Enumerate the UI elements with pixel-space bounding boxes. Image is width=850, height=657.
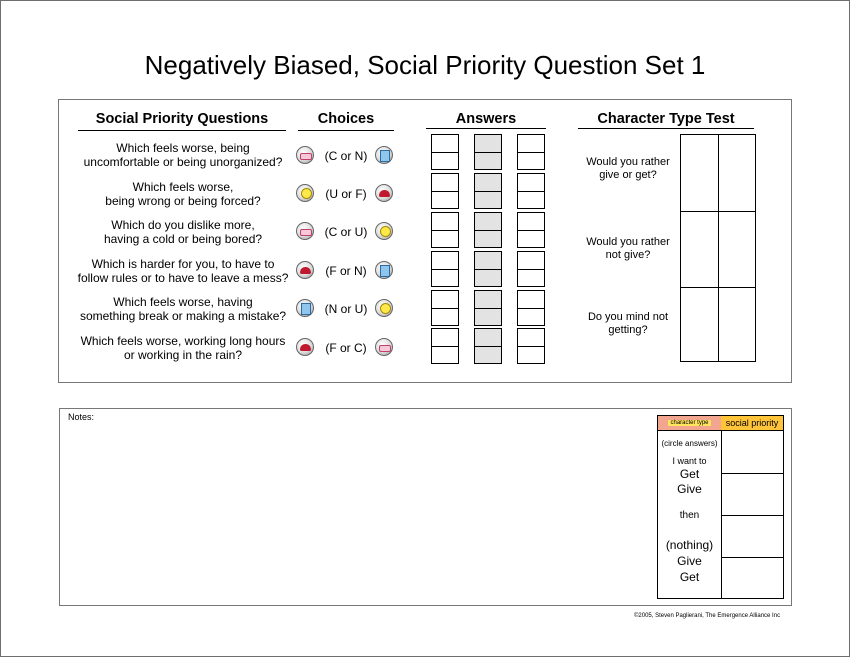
blue-card-icon xyxy=(296,299,314,317)
answer-box[interactable] xyxy=(517,134,545,170)
circle-answers-label: (circle answers) xyxy=(661,439,718,448)
answer-box[interactable] xyxy=(431,251,459,287)
choice-2 xyxy=(296,183,396,205)
choice-1 xyxy=(296,145,396,167)
blue-card-icon xyxy=(375,261,393,279)
social-priority-header: social priority xyxy=(721,416,783,431)
option-give[interactable]: Give xyxy=(677,482,702,496)
answer-box[interactable] xyxy=(474,173,502,209)
answer-box[interactable] xyxy=(517,173,545,209)
question-2: Which feels worse, being wrong or being forced? xyxy=(105,180,261,208)
answer-box[interactable] xyxy=(517,290,545,326)
heart-icon xyxy=(375,184,393,202)
answer-box[interactable] xyxy=(474,328,502,364)
heart-icon xyxy=(296,261,314,279)
i-want-to-label: I want to xyxy=(672,456,707,466)
answer-box[interactable] xyxy=(431,134,459,170)
choice-label: (U or F) xyxy=(325,187,367,201)
question-1: Which feels worse, being uncomfortable or being unorganized? xyxy=(83,141,283,169)
answer-box[interactable] xyxy=(517,251,545,287)
option-get-2[interactable]: Get xyxy=(679,570,700,584)
answer-box[interactable] xyxy=(431,212,459,248)
then-label: then xyxy=(679,510,700,521)
choice-label: (F or C) xyxy=(325,341,367,355)
option-give-2[interactable]: Give xyxy=(677,554,702,568)
question-5: Which feels worse, having something break or making a mistake? xyxy=(79,295,287,323)
pink-card-icon xyxy=(375,338,393,356)
answer-box[interactable] xyxy=(517,328,545,364)
answer-box[interactable] xyxy=(431,290,459,326)
page-title: Negatively Biased, Social Priority Question Set 1 xyxy=(144,50,706,80)
character-type-header: character type xyxy=(658,416,722,431)
answer-box[interactable] xyxy=(474,134,502,170)
choice-4 xyxy=(296,260,396,282)
lightbulb-icon xyxy=(375,299,393,317)
choice-6 xyxy=(296,337,396,359)
choice-label: (C or N) xyxy=(324,149,368,163)
character-type-question-1: Would you rather give or get? xyxy=(586,156,670,181)
copyright-text: ©2005, Steven Paglierani, The Emergence Alliance Inc xyxy=(634,613,781,619)
character-type-answer-grid[interactable] xyxy=(680,134,756,362)
lightbulb-icon xyxy=(375,222,393,240)
character-type-question-3: Do you mind not getting? xyxy=(587,311,669,336)
notes-label: Notes: xyxy=(68,412,95,422)
lightbulb-icon xyxy=(296,184,314,202)
header-rule-answers xyxy=(426,128,546,129)
pink-card-icon xyxy=(296,146,314,164)
answer-box[interactable] xyxy=(517,212,545,248)
header-rule-questions xyxy=(78,130,286,131)
answer-box[interactable] xyxy=(474,290,502,326)
header-answers: Answers xyxy=(455,111,517,127)
answer-box[interactable] xyxy=(431,173,459,209)
answer-box[interactable] xyxy=(474,212,502,248)
choice-label: (N or U) xyxy=(324,302,368,316)
header-social-priority-questions: Social Priority Questions xyxy=(95,111,269,127)
pink-card-icon xyxy=(296,222,314,240)
header-character-type-test: Character Type Test xyxy=(597,111,735,127)
character-type-question-2: Would you rather not give? xyxy=(586,236,670,261)
answer-box[interactable] xyxy=(474,251,502,287)
header-rule-choices xyxy=(298,130,394,131)
summary-table xyxy=(657,415,784,599)
option-nothing[interactable]: (nothing) xyxy=(665,538,714,552)
answer-box[interactable] xyxy=(431,328,459,364)
question-4: Which is harder for you, to have to follow rules or to have to leave a mess? xyxy=(77,257,289,285)
question-3: Which do you dislike more, having a cold or being bored? xyxy=(103,218,263,246)
choice-3 xyxy=(296,221,396,243)
choice-label: (C or U) xyxy=(324,225,368,239)
choice-label: (F or N) xyxy=(325,264,367,278)
header-rule-character-type xyxy=(578,128,754,129)
option-get[interactable]: Get xyxy=(679,467,700,481)
choice-5 xyxy=(296,298,396,320)
heart-icon xyxy=(296,338,314,356)
question-6: Which feels worse, working long hours or working in the rain? xyxy=(80,334,286,362)
header-choices: Choices xyxy=(317,111,375,127)
blue-card-icon xyxy=(375,146,393,164)
